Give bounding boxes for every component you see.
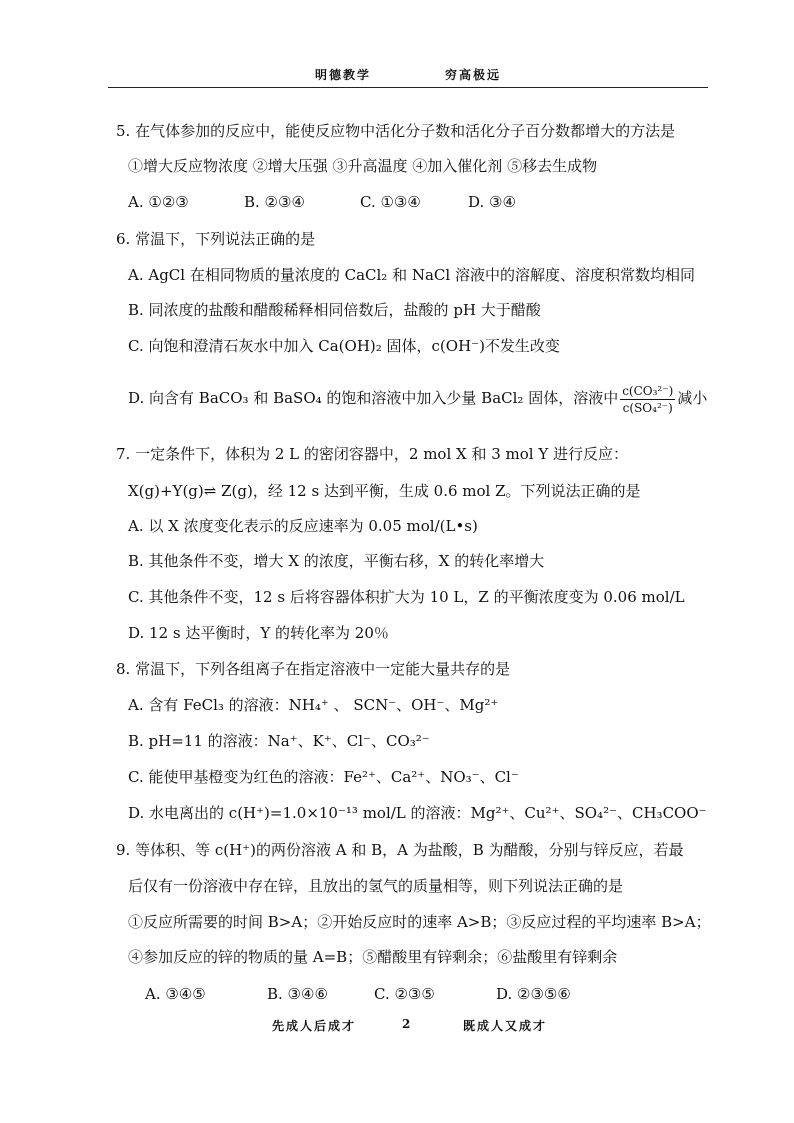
q5-options — [128, 192, 516, 212]
footer-right-text: 既成人又成才 — [463, 1019, 548, 1033]
q9-statements-line2: ④参加反应的锌的物质的量 A=B；⑤醋酸里有锌剩余；⑥盐酸里有锌剩余 — [128, 948, 618, 966]
q6-option-b: B. 同浓度的盐酸和醋酸稀释相同倍数后，盐酸的 pH 大于醋酸 — [128, 301, 541, 319]
q6-option-d-suffix: 减小 — [677, 389, 708, 407]
concentration-ratio-fraction — [620, 383, 675, 416]
page-number: 2 — [402, 1017, 413, 1031]
q6-option-d-text: D. 向含有 BaCO₃ 和 BaSO₄ 的饱和溶液中加入少量 BaCl₂ 固体，溶液中 — [128, 389, 619, 407]
footer-left-text: 先成人后成才 — [272, 1019, 357, 1033]
q9-statements-line1: ①反应所需要的时间 B>A；②开始反应时的速率 A>B；③反应过程的平均速率 B>A； — [128, 913, 711, 931]
q9-option-a: A. ③④⑤ — [145, 985, 206, 1003]
q5-items: ①增大反应物浓度 ②增大压强 ③升高温度 ④加入催化剂 ⑤移去生成物 — [128, 157, 598, 175]
q5-option-b: B. ②③④ — [244, 193, 305, 211]
q6-option-a: A. AgCl 在相同物质的量浓度的 CaCl₂ 和 NaCl 溶液中的溶解度、溶度积常数均相同 — [128, 266, 695, 284]
q6-option-c: C. 向饱和澄清石灰水中加入 Ca(OH)₂ 固体，c(OH⁻)不发生改变 — [128, 337, 560, 355]
header-right-text: 穷高极远 — [445, 68, 502, 82]
q8-option-d: D. 水电离出的 c(H⁺)=1.0×10⁻¹³ mol/L 的溶液：Mg²⁺、Cu²⁺、SO₄²⁻、CH₃COO⁻ — [128, 804, 707, 822]
q6-stem: 6. 常温下，下列说法正确的是 — [116, 230, 316, 248]
q7-option-b: B. 其他条件不变，增大 X 的浓度，平衡右移，X 的转化率增大 — [128, 552, 545, 570]
q9-stem-line1: 9. 等体积、等 c(H⁺)的两份溶液 A 和 B，A 为盐酸，B 为醋酸，分别与锌反应，若最 — [116, 841, 684, 859]
q7-option-c: C. 其他条件不变，12 s 后将容器体积扩大为 10 L，Z 的平衡浓度变为 0.06 mol/L — [128, 588, 685, 606]
q7-option-a: A. 以 X 浓度变化表示的反应速率为 0.05 mol/(L•s) — [128, 517, 478, 535]
q8-option-b: B. pH=11 的溶液：Na⁺、K⁺、Cl⁻、CO₃²⁻ — [128, 732, 430, 750]
q9-option-b: B. ③④⑥ — [267, 985, 328, 1003]
fraction-numerator: c(CO₃²⁻) — [622, 383, 674, 398]
q5-stem: 5. 在气体参加的反应中，能使反应物中活化分子数和活化分子百分数都增大的方法是 — [116, 122, 676, 140]
page-footer — [0, 1017, 794, 1037]
q7-stem: 7. 一定条件下，体积为 2 L 的密闭容器中，2 mol X 和 3 mol Y 进行反应： — [116, 445, 629, 463]
q9-option-c: C. ②③⑤ — [374, 985, 435, 1003]
q9-options — [145, 984, 571, 1004]
q9-stem-line2: 后仅有一份溶液中存在锌，且放出的氢气的质量相等，则下列说法正确的是 — [128, 877, 624, 895]
q8-option-a: A. 含有 FeCl₃ 的溶液：NH₄⁺ 、 SCN⁻、OH⁻、Mg²⁺ — [128, 696, 499, 714]
q5-option-a: A. ①②③ — [128, 193, 189, 211]
page-header — [0, 66, 794, 86]
q8-stem: 8. 常温下，下列各组离子在指定溶液中一定能大量共存的是 — [116, 660, 511, 678]
q9-option-d: D. ②③⑤⑥ — [496, 985, 571, 1003]
fraction-denominator: c(SO₄²⁻) — [622, 400, 673, 415]
q8-option-c: C. 能使甲基橙变为红色的溶液：Fe²⁺、Ca²⁺、NO₃⁻、Cl⁻ — [128, 768, 519, 786]
q7-option-d: D. 12 s 达平衡时，Y 的转化率为 20％ — [128, 624, 389, 642]
header-left-text: 明德教学 — [315, 68, 372, 82]
q5-option-d: D. ③④ — [468, 193, 516, 211]
q6-option-d — [128, 376, 707, 420]
q7-equation: X(g)+Y(g)⇌ Z(g)，经 12 s 达到平衡，生成 0.6 mol Z。下列说法正确的是 — [128, 482, 641, 500]
header-rule — [108, 87, 708, 88]
q5-option-c: C. ①③④ — [360, 193, 421, 211]
